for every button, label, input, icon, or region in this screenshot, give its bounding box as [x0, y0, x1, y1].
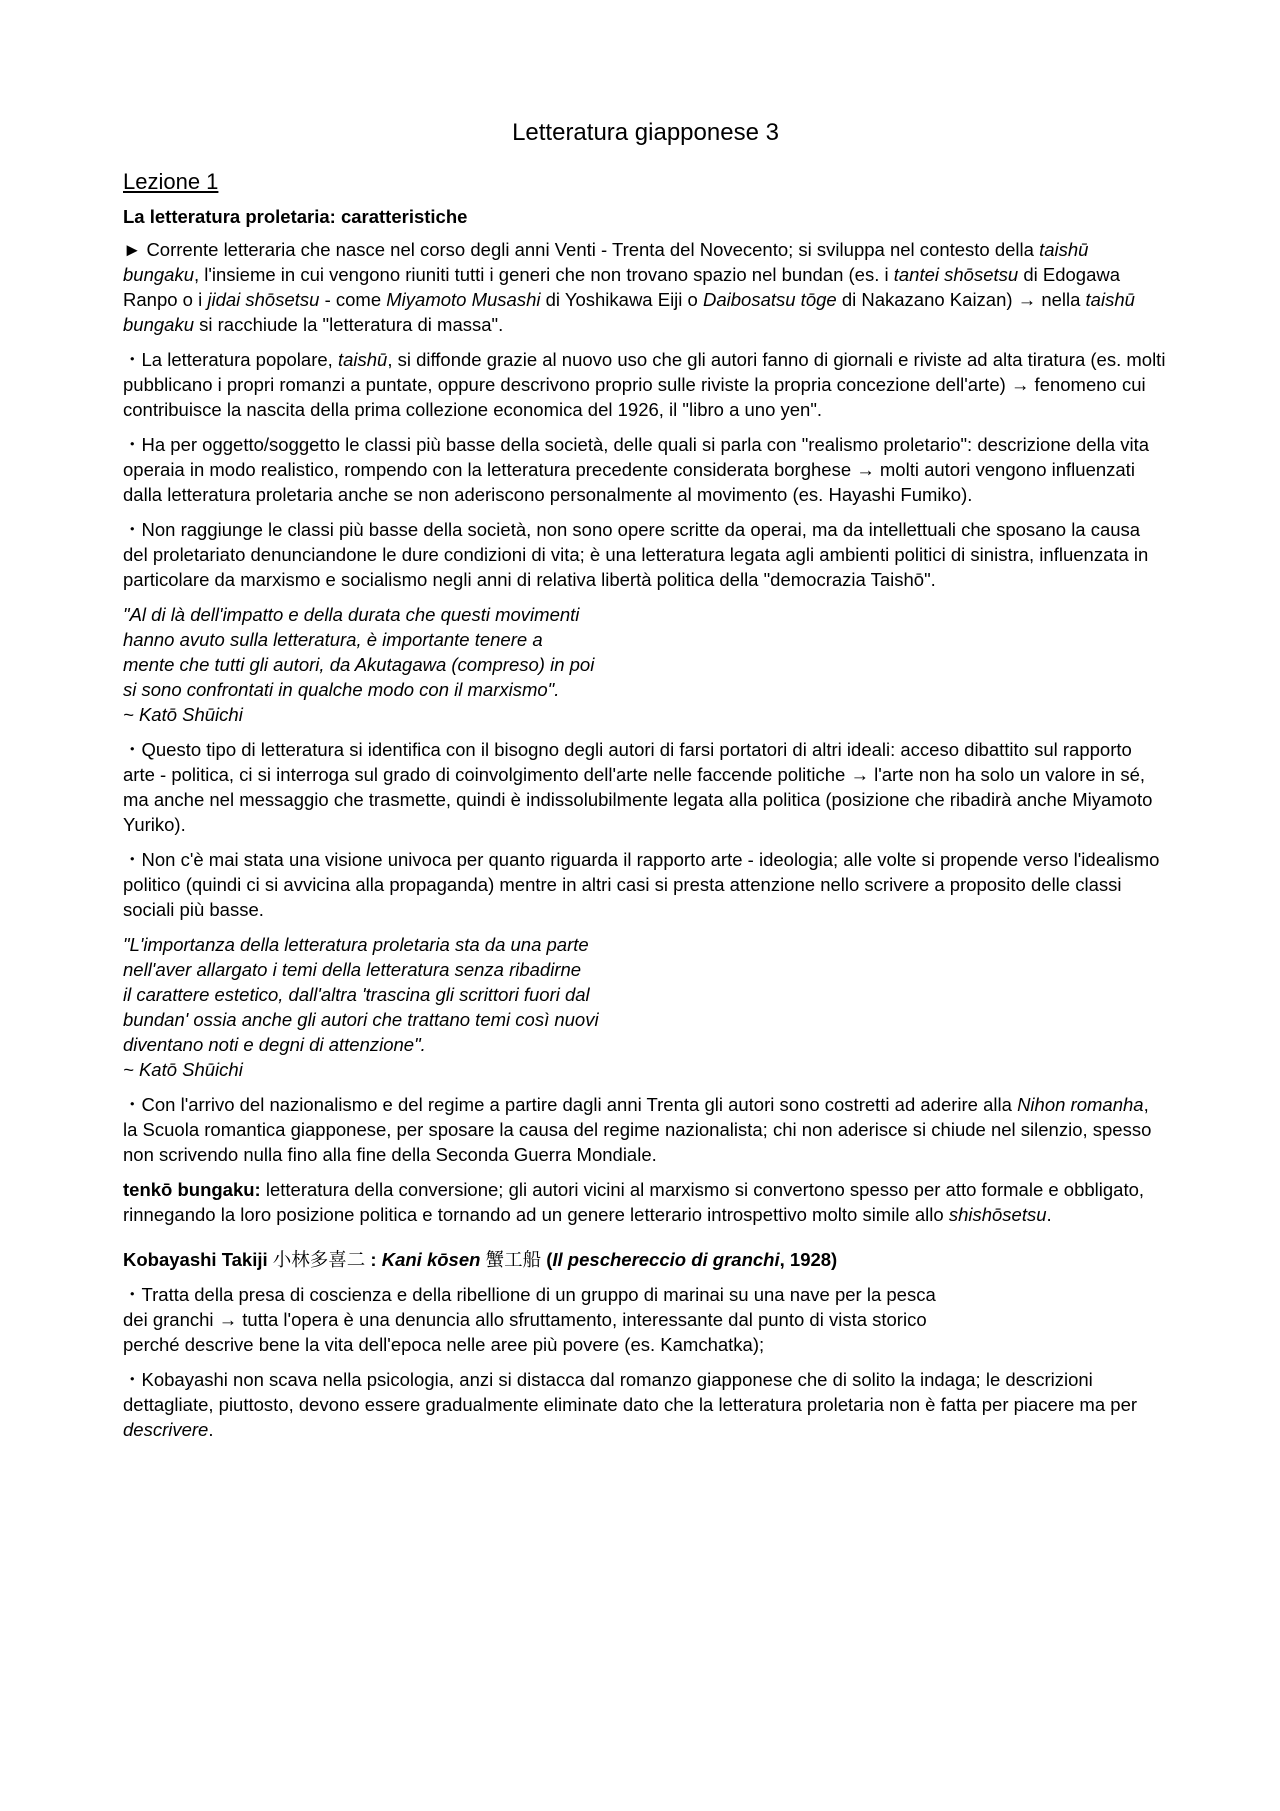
text-line: ~ Katō Shūichi: [123, 704, 243, 725]
text-run: 蟹工船: [480, 1249, 547, 1270]
text-run: di Yoshikawa Eiji o: [540, 289, 703, 310]
text-run: Nihon romanha: [1017, 1094, 1144, 1115]
text-run: taishū bungaku: [123, 289, 1135, 335]
text-run: taishū bungaku: [123, 239, 1089, 285]
text-run: jidai shōsetsu: [207, 289, 320, 310]
text-line: diventano noti e degni di attenzione".: [123, 1034, 426, 1055]
body-paragraph: [123, 1092, 1168, 1167]
paragraph-group-art-politics: [123, 737, 1168, 922]
text-run: letteratura della conversione; gli autori vicini al marxismo si convertono spesso per atto formale e obbligato, rinnegando la loro posizione politica e tornando ad un genere letterario introspettivo molto simile allo: [123, 1179, 1145, 1225]
text-run: Kani kōsen: [381, 1249, 481, 1270]
text-run: shishōsetsu: [948, 1204, 1047, 1225]
text-run: ► Corrente letteraria che nasce nel corso degli anni Venti - Trenta del Novecento; si sviluppa nel contesto della: [123, 239, 1040, 260]
body-paragraph: [123, 847, 1168, 922]
text-run: .: [208, 1419, 214, 1440]
paragraph-group-intro: [123, 237, 1168, 592]
body-paragraph: [123, 517, 1168, 592]
body-paragraph: [123, 1177, 1168, 1227]
text-run: 小林多喜二: [272, 1249, 366, 1270]
text-run: - come: [319, 289, 387, 310]
text-line: ・Tratta della presa di coscienza e della ribellione di un gruppo di marinai su una nave per la pesca: [123, 1284, 936, 1305]
text-line: perché descrive bene la vita dell'epoca nelle aree più povere (es. Kamchatka);: [123, 1334, 765, 1355]
paragraph-group-nationalism: [123, 1092, 1168, 1227]
text-line: "Al di là dell'impatto e della durata che questi movimenti: [123, 604, 580, 625]
text-run: taishū: [337, 349, 388, 370]
text-run: .: [1046, 1204, 1052, 1225]
kobayashi-paragraph-1: [123, 1282, 1168, 1357]
text-run: di Nakazano Kaizan) → nella: [836, 289, 1086, 310]
text-run: :: [365, 1249, 382, 1270]
body-paragraph: [123, 737, 1168, 837]
text-run: ・Con l'arrivo del nazionalismo e del regime a partire dagli anni Trenta gli autori sono costretti ad aderire alla: [123, 1094, 1018, 1115]
text-run: Il peschereccio di granchi: [552, 1249, 780, 1270]
text-line: dei granchi → tutta l'opera è una denuncia allo sfruttamento, interessante dal punto di vista storico: [123, 1309, 927, 1330]
text-line: mente che tutti gli autori, da Akutagawa (compreso) in poi: [123, 654, 595, 675]
text-run: descrivere: [123, 1419, 209, 1440]
quote-kato-2: [123, 932, 1168, 1082]
body-paragraph: [123, 432, 1168, 507]
text-run: (: [546, 1249, 553, 1270]
section-heading: La letteratura proletaria: caratteristiche: [123, 206, 468, 227]
body-paragraph: [123, 237, 1168, 337]
text-line: "L'importanza della letteratura proletaria sta da una parte: [123, 934, 589, 955]
text-run: Kobayashi Takiji: [123, 1249, 273, 1270]
document-title: Letteratura giapponese 3: [512, 119, 779, 146]
text-run: ・Non raggiunge le classi più basse della società, non sono opere scritte da operai, ma da intellettuali che sposano la causa del proletariato denunciandone le dure condizioni di vita; è una letteratura legata agli ambienti politici di sinistra, influenzata in particolare da marxismo e socialismo negli anni di relativa libertà politica della "democrazia Taishō".: [123, 519, 1149, 590]
text-run: di Edogawa Ranpo o i: [123, 264, 1121, 310]
text-run: ・Kobayashi non scava nella psicologia, anzi si distacca dal romanzo giapponese che di solito la indaga; le descrizioni dettagliate, piuttosto, devono essere gradualmente eliminate dato che la letteratura proletaria non è fatta per piacere ma per: [123, 1369, 1138, 1415]
kobayashi-heading: [123, 1247, 1168, 1272]
text-run: ・Questo tipo di letteratura si identifica con il bisogno degli autori di farsi portatori di altri ideali: acceso dibattito sul rapporto arte - politica, ci si interroga sul grado di coinvolgimento dell'arte nelle faccende politiche → l'arte non ha solo un valore in sé, ma anche nel messaggio che trasmette, quindi è indissolubilmente legata alla politica (posizione che ribadirà anche Miyamoto Yuriko).: [123, 739, 1153, 835]
text-run: Miyamoto Musashi: [386, 289, 541, 310]
text-line: si sono confrontati in qualche modo con il marxismo".: [123, 679, 560, 700]
lesson-heading: Lezione 1: [123, 169, 219, 194]
text-run: si racchiude la "letteratura di massa".: [193, 314, 504, 335]
text-run: , 1928): [779, 1249, 838, 1270]
text-run: , l'insieme in cui vengono riuniti tutti i generi che non trovano spazio nel bundan (es. i: [193, 264, 894, 285]
text-line: nell'aver allargato i temi della letteratura senza ribadirne: [123, 959, 582, 980]
body-paragraph: [123, 347, 1168, 422]
document-page: [123, 118, 1168, 1452]
text-run: Daibosatsu tōge: [702, 289, 837, 310]
text-run: tantei shōsetsu: [893, 264, 1019, 285]
text-run: tenkō bungaku:: [123, 1179, 261, 1200]
text-run: ・Non c'è mai stata una visione univoca per quanto riguarda il rapporto arte - ideologia; alle volte si propende verso l'idealismo politico (quindi ci si avvicina alla propaganda) mentre in altri casi si presta attenzione nello scrivere a proposito delle classi sociali più basse.: [123, 849, 1160, 920]
text-run: ・La letteratura popolare,: [123, 349, 338, 370]
text-line: il carattere estetico, dall'altra 'trascina gli scrittori fuori dal: [123, 984, 590, 1005]
text-line: hanno avuto sulla letteratura, è importante tenere a: [123, 629, 543, 650]
text-run: , si diffonde grazie al nuovo uso che gli autori fanno di giornali e riviste ad alta tiratura (es. molti pubblicano i propri romanzi a puntate, oppure descrivono proprio sulle riviste la propria concezione dell'arte) → fenomeno cui contribuisce la nascita della prima collezione economica del 1926, il "libro a uno yen".: [123, 349, 1166, 420]
text-run: , la Scuola romantica giapponese, per sposare la causa del regime nazionalista; chi non aderisce si chiude nel silenzio, spesso non scrivendo nulla fino alla fine della Seconda Guerra Mondiale.: [123, 1094, 1152, 1165]
quote-kato-1: [123, 602, 1168, 727]
text-run: ・Ha per oggetto/soggetto le classi più basse della società, delle quali si parla con "realismo proletario": descrizione della vita operaia in modo realistico, rompendo con la letteratura precedente considerata borghese → molti autori vengono influenzati dalla letteratura proletaria anche se non aderiscono personalmente al movimento (es. Hayashi Fumiko).: [123, 434, 1150, 505]
text-line: ~ Katō Shūichi: [123, 1059, 243, 1080]
text-line: bundan' ossia anche gli autori che trattano temi così nuovi: [123, 1009, 599, 1030]
kobayashi-paragraph-2: [123, 1367, 1168, 1442]
